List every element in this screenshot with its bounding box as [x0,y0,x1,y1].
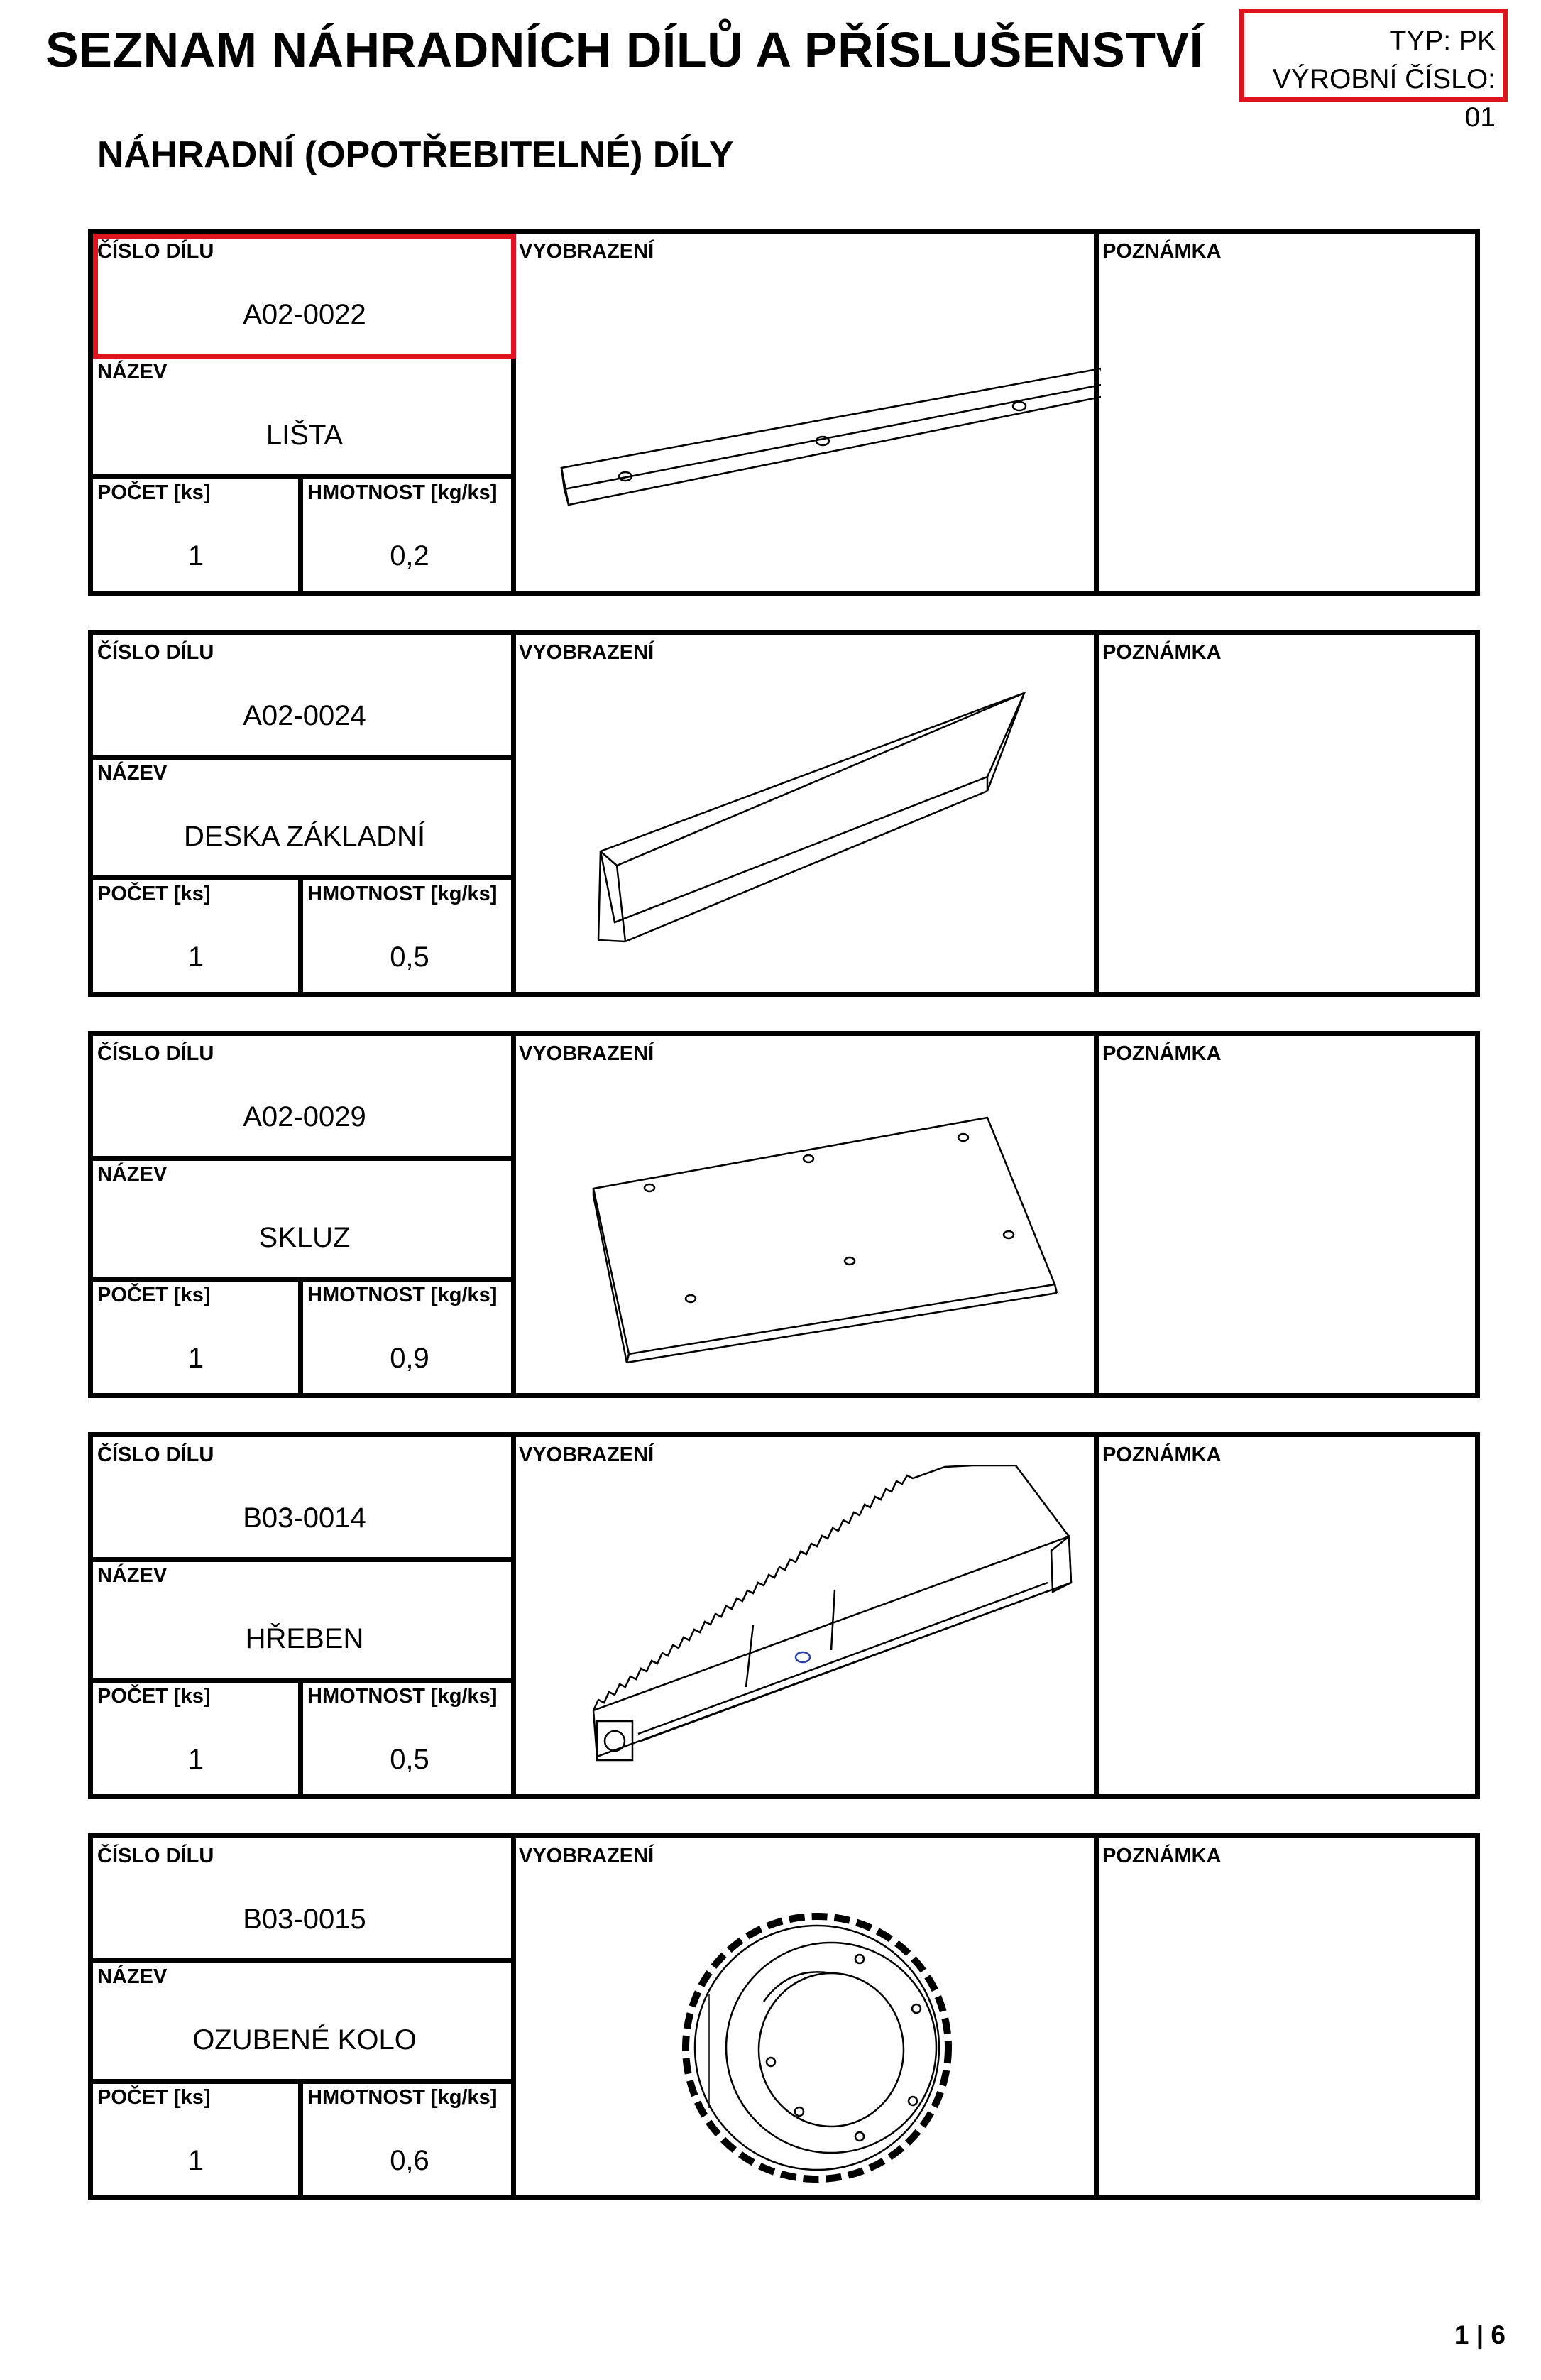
part-card [88,1031,1480,1398]
note-label: POZNÁMKA [1102,641,1222,664]
weight-value: 0,5 [390,1744,429,1775]
weight-label: HMOTNOST [kg/ks] [307,1685,498,1708]
part-number-value: B03-0015 [243,1904,366,1935]
part-card [88,630,1480,997]
count-label: POČET [ks] [97,1685,211,1708]
count-label: POČET [ks] [97,2086,211,2109]
serial-label: VÝROBNÍ ČÍSLO: 01 [1272,64,1496,133]
part-number-value: A02-0029 [243,1101,366,1132]
weight-value: 0,2 [390,540,429,572]
weight-label: HMOTNOST [kg/ks] [307,1284,498,1306]
part-name-value: HŘEBEN [245,1623,364,1654]
note-label: POZNÁMKA [1102,1845,1222,1867]
weight-label: HMOTNOST [kg/ks] [307,2086,498,2109]
weight-label: HMOTNOST [kg/ks] [307,481,498,504]
weight-value: 0,5 [390,941,429,973]
weight-value: 0,6 [390,2145,429,2176]
gear-rack-drawing [519,1465,1101,1799]
part-number-label: ČÍSLO DÍLU [97,1042,214,1065]
part-number-label: ČÍSLO DÍLU [97,1443,214,1466]
count-label: POČET [ks] [97,1284,211,1306]
part-number-value: A02-0022 [243,299,366,330]
weight-label: HMOTNOST [kg/ks] [307,883,498,905]
image-label: VYOBRAZENÍ [519,641,654,664]
part-number-value: B03-0014 [243,1502,366,1534]
document-title: SEZNAM NÁHRADNÍCH DÍLŮ A PŘÍSLUŠENSTVÍ [45,22,1204,77]
count-value: 1 [187,941,204,973]
count-value: 1 [187,540,204,572]
image-label: VYOBRAZENÍ [519,1443,654,1466]
count-label: POČET [ks] [97,481,211,504]
name-label: NÁZEV [97,762,168,785]
type-serial-box [1239,9,1508,133]
type-label: TYP: PK [1389,26,1496,56]
chute-plate-drawing [519,1064,1101,1398]
note-label: POZNÁMKA [1102,1443,1222,1466]
part-name-value: DESKA ZÁKLADNÍ [183,821,426,852]
count-value: 1 [187,2145,204,2176]
note-label: POZNÁMKA [1102,1042,1222,1065]
part-card [88,1833,1480,2200]
part-name-value: OZUBENÉ KOLO [192,2024,417,2056]
part-card [88,229,1480,596]
name-label: NÁZEV [97,361,168,383]
gear-wheel-drawing [519,1867,1101,2200]
part-number-value: A02-0024 [243,700,366,731]
page-number: 1 | 6 [1454,2320,1506,2349]
part-number-label: ČÍSLO DÍLU [97,641,214,664]
count-value: 1 [187,1744,204,1775]
image-label: VYOBRAZENÍ [519,1845,654,1867]
part-name-value: SKLUZ [258,1222,351,1253]
weight-value: 0,9 [390,1343,429,1374]
base-plate-drawing [519,663,1101,997]
section-title: NÁHRADNÍ (OPOTŘEBITELNÉ) DÍLY [97,134,734,175]
part-card [88,1432,1480,1799]
name-label: NÁZEV [97,1965,168,1988]
image-label: VYOBRAZENÍ [519,240,654,263]
count-value: 1 [187,1343,204,1374]
count-label: POČET [ks] [97,883,211,905]
name-label: NÁZEV [97,1163,168,1186]
part-number-label: ČÍSLO DÍLU [97,240,214,263]
note-label: POZNÁMKA [1102,240,1222,263]
name-label: NÁZEV [97,1564,168,1587]
part-number-label: ČÍSLO DÍLU [97,1845,214,1867]
bar-strip-drawing [519,262,1101,596]
part-name-value: LIŠTA [265,420,344,451]
image-label: VYOBRAZENÍ [519,1042,654,1065]
